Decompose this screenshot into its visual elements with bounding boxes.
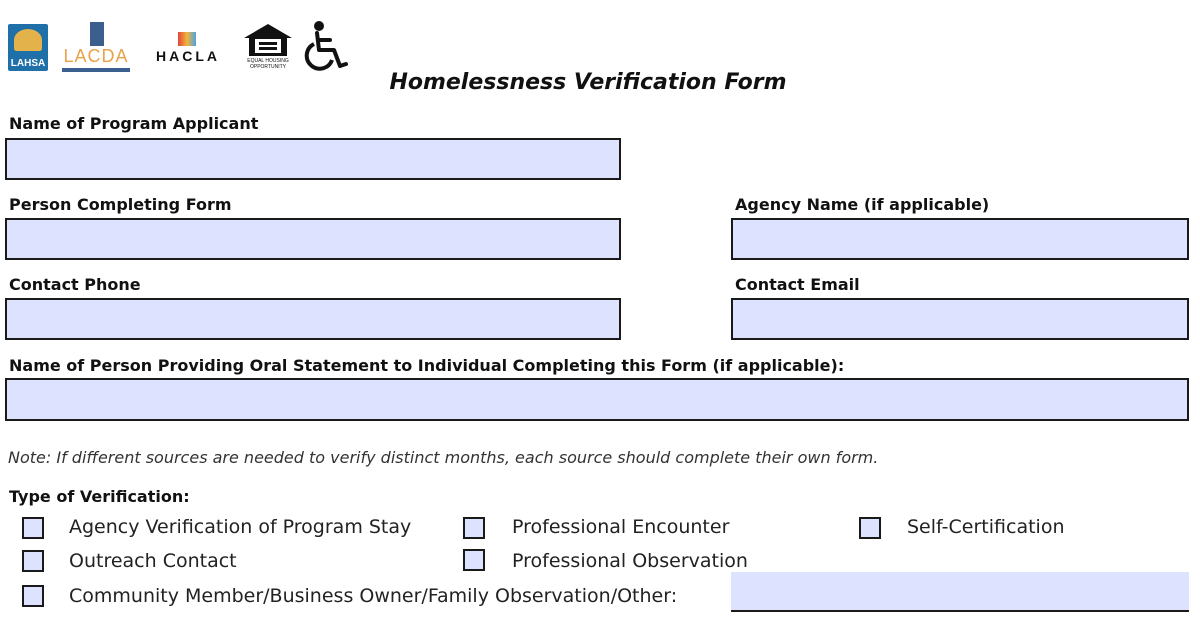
equal-housing-logo xyxy=(242,22,294,72)
community-observation-label: Community Member/Business Owner/Family Observation/Other: xyxy=(69,585,678,607)
hacla-logo-text: HACLA xyxy=(156,48,220,64)
form-note: Note: If different sources are needed to verify distinct months, each source should complete their own form. xyxy=(8,448,879,467)
self-certification-label: Self-Certification xyxy=(907,516,1065,538)
professional-encounter-label: Professional Encounter xyxy=(512,516,730,538)
verification-heading: Type of Verification: xyxy=(9,487,190,506)
outreach-contact-label: Outreach Contact xyxy=(69,550,237,572)
applicant-name-label: Name of Program Applicant xyxy=(9,114,259,133)
agency-verification-label: Agency Verification of Program Stay xyxy=(69,516,412,538)
equal-housing-text: EQUAL HOUSING OPPORTUNITY xyxy=(247,58,289,70)
other-observation-input[interactable] xyxy=(731,572,1189,612)
lacda-logo xyxy=(60,20,132,74)
contact-email-label: Contact Email xyxy=(735,275,860,294)
lahsa-logo xyxy=(8,24,48,71)
oral-statement-label: Name of Person Providing Oral Statement to Individual Completing this Form (if applicable): xyxy=(9,356,845,375)
applicant-name-input[interactable] xyxy=(5,138,621,180)
contact-email-input[interactable] xyxy=(731,298,1189,340)
community-observation-checkbox[interactable] xyxy=(22,585,44,607)
oral-statement-input[interactable] xyxy=(5,378,1189,421)
outreach-contact-checkbox[interactable] xyxy=(22,550,44,572)
professional-observation-checkbox[interactable] xyxy=(463,549,485,571)
person-completing-input[interactable] xyxy=(5,218,621,260)
contact-phone-input[interactable] xyxy=(5,298,621,340)
self-certification-checkbox[interactable] xyxy=(859,517,881,539)
lahsa-logo-emblem xyxy=(14,29,42,51)
person-completing-label: Person Completing Form xyxy=(9,195,232,214)
lacda-building-icon xyxy=(90,22,104,46)
lahsa-logo-text: LAHSA xyxy=(10,58,46,69)
form-title xyxy=(0,70,1200,95)
agency-name-input[interactable] xyxy=(731,218,1189,260)
hacla-roof-icon xyxy=(178,32,196,46)
hacla-logo xyxy=(148,32,228,70)
professional-encounter-checkbox[interactable] xyxy=(463,517,485,539)
contact-phone-label: Contact Phone xyxy=(9,275,141,294)
agency-verification-checkbox[interactable] xyxy=(22,517,44,539)
lacda-logo-text: LACDA xyxy=(63,46,129,66)
equal-housing-icon xyxy=(242,22,294,58)
professional-observation-label: Professional Observation xyxy=(512,550,748,572)
agency-name-label: Agency Name (if applicable) xyxy=(735,195,990,214)
wheelchair-icon xyxy=(302,20,352,72)
form-title-text: Homelessness Verification Form xyxy=(389,70,787,95)
